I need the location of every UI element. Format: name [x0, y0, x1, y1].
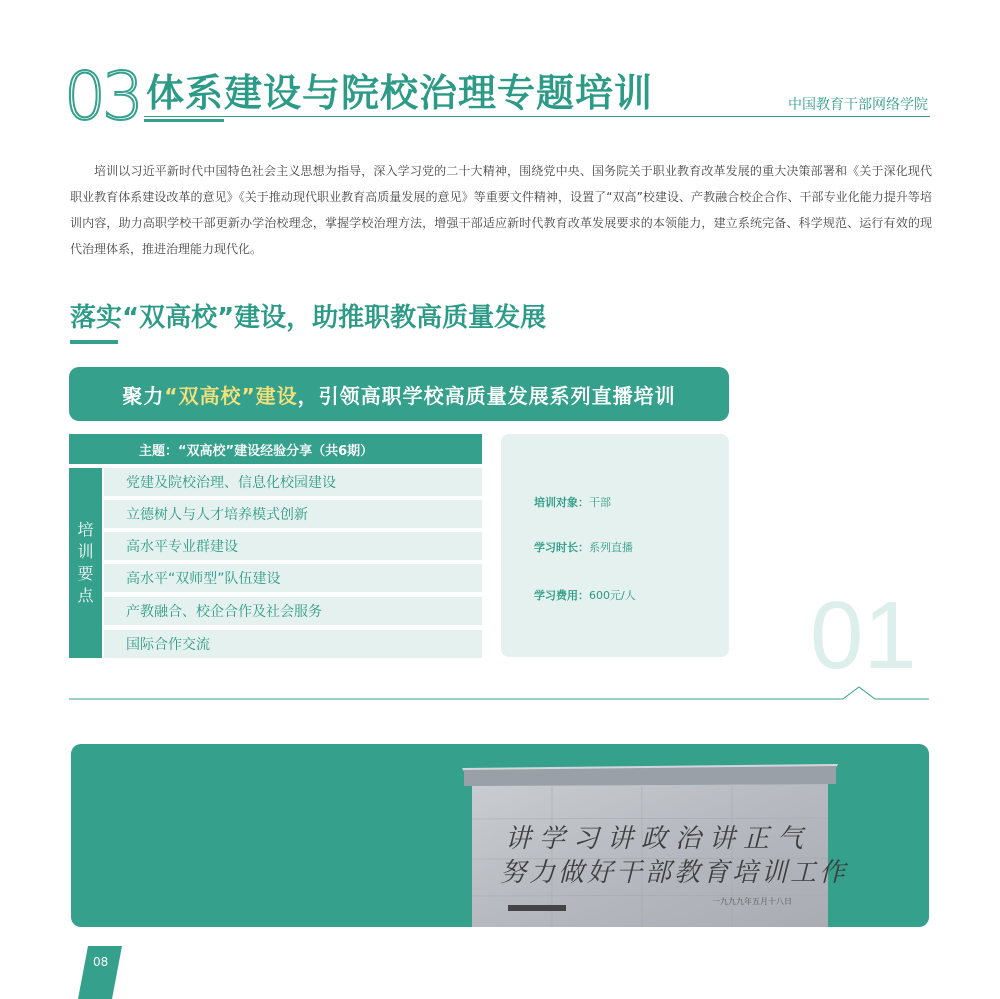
topic-text: 主题：“双高校”建设经验分享（共6期）: [139, 443, 374, 459]
brand-name: 中国教育干部网络学院: [788, 97, 928, 113]
banner-text-pre: 聚力: [122, 383, 165, 408]
item-number-watermark: 01: [810, 582, 917, 689]
series-banner: [69, 367, 729, 421]
info-box: [501, 434, 729, 657]
key-point-text: 立德树人与人才培养模式创新: [126, 507, 308, 523]
info-fee-value: 600元/人: [589, 589, 636, 602]
header-rule-accent: [144, 119, 224, 122]
key-points-label-char: 要: [77, 564, 94, 583]
info-target: [534, 494, 611, 510]
key-points-label: [69, 468, 102, 658]
key-point-item: [104, 500, 482, 528]
topic-bar: [69, 434, 482, 464]
page-number-tab: [78, 946, 122, 999]
banner-highlight: “双高校”建设: [164, 383, 298, 408]
key-points-label-char: 培: [77, 520, 94, 539]
info-duration: [534, 539, 633, 555]
key-points-label-char: 训: [77, 542, 94, 561]
stele-inscription-line1: 讲学习讲政治讲正气: [505, 824, 812, 854]
info-target-label: 培训对象：: [534, 496, 589, 509]
section-title: 体系建设与院校治理专题培训: [146, 71, 654, 115]
key-point-text: 高水平“双师型”队伍建设: [126, 571, 281, 587]
key-point-item: [104, 532, 482, 560]
info-fee: [534, 587, 636, 603]
stele-inscription-line2: 努力做好干部教育培训工作: [500, 858, 849, 888]
header-rule: [144, 116, 930, 117]
stele-plaque: [508, 905, 566, 911]
key-point-text: 高水平专业群建设: [126, 539, 238, 555]
key-point-text: 党建及院校治理、信息化校园建设: [126, 475, 336, 491]
key-point-text: 产教融合、校企合作及社会服务: [126, 604, 322, 620]
info-fee-label: 学习费用：: [534, 589, 589, 602]
page-number: 08: [93, 955, 109, 969]
key-point-item: [104, 597, 482, 625]
subsection-heading: 落实“双高校”建设，助推职教高质量发展: [70, 303, 547, 333]
key-points-label-char: 点: [77, 586, 94, 605]
key-point-item: [104, 630, 482, 658]
section-divider: [69, 684, 929, 714]
info-duration-label: 学习时长：: [534, 541, 589, 554]
key-point-item: [104, 564, 482, 592]
stele-signature: 一九九九年五月十八日: [712, 897, 792, 906]
intro-paragraph: 培训以习近平新时代中国特色社会主义思想为指导，深入学习党的二十大精神，围绕党中央、国务院关于职业教育改革发展的重大决策部署和《关于深化现代职业教育体系建设改革的意见》《关于推动现代职业教育高质量发展的意见》等重要文件精神，设置了“双高”校建设、产教融合校企合作、干部专业化能力提升等培训内容，助力高职学校干部更新办学治校理念，掌握学校治理方法，增强干部适应新时代教育改革发展要求的本领能力，建立系统完备、科学规范、运行有效的现代治理体系，推进治理能力现代化。: [70, 164, 932, 256]
key-point-item: [104, 468, 482, 496]
section-number: 03: [64, 58, 140, 135]
subsection-underline: [70, 340, 118, 344]
key-point-text: 国际合作交流: [126, 637, 210, 653]
info-duration-value: 系列直播: [589, 541, 633, 554]
info-target-value: 干部: [589, 496, 611, 509]
banner-text-post: ，引领高职学校高质量发展系列直播培训: [297, 383, 676, 408]
